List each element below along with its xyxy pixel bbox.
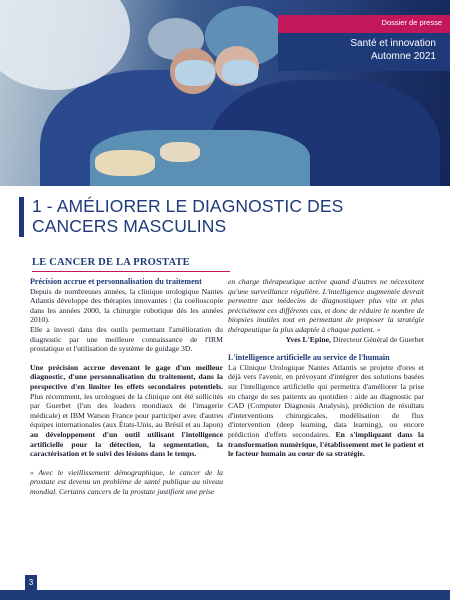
subsection-underline	[32, 271, 230, 272]
right-column	[228, 277, 424, 459]
badge-line-2: Automne 2021	[370, 51, 436, 62]
left-column	[30, 277, 223, 496]
paragraph-future: La Clinique Urologique Nantes Atlantis se projette d'ores et déjà vers l'avenir, en prévoyant d'intégrer des solutions basées sur l'intelligence artificielle qui permettra d'améliorer la prise en charge de ses patients au quotidien : aide au diagnostic par CAD (Computer Diagnosis Analysis), prédiction de résultats d'interventions chirurgicales, modélisation de flux d'intervention (deep learning, data learning), ou encore prédiction d'effets secondaires. En s'impliquant dans la transformation numérique, l'établissement met le patient et le facteur humain au cœur de sa stratégie.	[228, 362, 425, 459]
paragraph-therapies: Depuis de nombreuses années, la clinique urologique Nantes Atlantis développe des thérapies innovantes : (la coelioscopie dans les années 2000, la chirurgie robotique dès les années 2010).	[30, 286, 223, 325]
badge-edition	[278, 33, 450, 71]
heading-ai-human: L'intelligence artificielle au service de l'humain	[228, 353, 390, 363]
quote-signature: Yves L'Epine, Directeur Général de Guerbet	[285, 334, 424, 344]
footer-bar	[0, 590, 450, 600]
quote-continued: en charge thérapeutique active quand d'autres ne nécessitent qu'une surveillance régulière. L'intelligence augmentée devrait permettre aux médecins de diagnostiquer plus vite et plus précisément ces différents cas, et donc de réduire le nombre de biopsies inutiles tout en permettant de proposer la stratégie thérapeutique la plus adaptée à chaque patient. »	[228, 277, 424, 334]
paragraph-tools: Elle a investi dans des outils permettant l'amélioration du diagnostic par une meilleure connaissance de l'IRM prostatique et l'utilisation de système de guidage 3D.	[30, 324, 223, 354]
section-title: 1 - AMÉLIORER LE DIAGNOSTIC DES CANCERS MASCULINS	[32, 196, 344, 236]
page-number: 3	[25, 575, 37, 590]
paragraph-ai-development: Une précision accrue devenant le gage d'un meilleur diagnostic, d'une personnalisation du traitement, dans la perspective d'en limiter les effets secondaires potentiels. Plus récemment, les urologues de la clinique ont été sollicités par Guerbet (l'un des leaders mondiaux de l'imagerie médicale) et IBM Watson France pour participer avec d'autres équipes internationales (aux États-Unis, au Brésil et au Japon) au développement d'un outil utilisant l'intelligence artificielle pour la détection, la segmentation, la caractérisation et le suivi des lésions dans le temps.	[30, 362, 223, 459]
badge-label: Dossier de presse	[278, 15, 450, 33]
heading-precision: Précision accrue et personnalisation du traitement	[30, 277, 202, 286]
badge-line-1: Santé et innovation	[350, 38, 436, 49]
press-kit-badge	[278, 15, 450, 71]
subsection-title: LE CANCER DE LA PROSTATE	[32, 257, 190, 268]
section-accent-bar	[19, 197, 24, 237]
quote-start: « Avec le vieillissement démographique, le cancer de la prostate est devenu un problème de santé publique au niveau mondial. Certains cancers de la prostate justifient une prise	[30, 467, 223, 496]
